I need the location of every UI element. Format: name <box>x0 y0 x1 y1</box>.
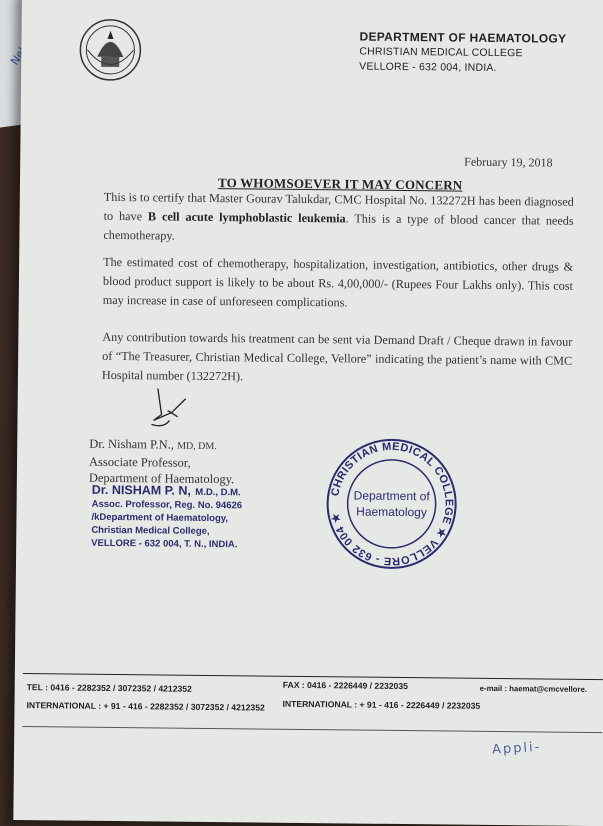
footer-divider <box>23 673 603 680</box>
college-name: CHRISTIAN MEDICAL COLLEGE <box>359 45 523 60</box>
diagnosis-text: B cell acute lymphoblastic leukemia <box>147 209 346 226</box>
stamp-degrees: M.D., D.M. <box>195 486 241 499</box>
paragraph-diagnosis <box>103 188 574 250</box>
department-name: DEPARTMENT OF HAEMATOLOGY <box>359 29 567 46</box>
signatory-designation: Associate Professor, <box>88 454 191 470</box>
letterhead <box>359 30 566 77</box>
paragraph-cost: The estimated cost of chemotherapy, hospitalization, investigation, antibiotics, other drugs & blood product support is likely to be about Rs. 4,00,000/- (Rupees Four Lakhs only). This cost may increase in case of unforeseen complications. <box>102 254 574 310</box>
rubber-stamp <box>91 483 242 552</box>
footer-telephone: TEL : 0416 - 2282352 / 3072352 / 4212352 <box>26 682 192 694</box>
college-address: VELLORE - 632 004, INDIA. <box>359 60 497 74</box>
handwritten-note: Appli- <box>491 739 542 758</box>
letter-date: February 19, 2018 <box>464 154 553 170</box>
footer-bottom-rule <box>22 726 602 733</box>
stamp-line: Christian Medical College, <box>91 524 210 537</box>
signatory-degrees: MD, DM. <box>177 440 217 453</box>
paragraph-text: . This is a type of blood cancer that needs chemotherapy. <box>103 211 574 243</box>
signatory-department: Department of Haematology. <box>88 470 235 487</box>
footer-international-fax: INTERNATIONAL : + 91 - 416 - 2226449 / 2232035 <box>282 698 481 711</box>
signatory-block <box>89 436 235 488</box>
paragraph-contribution: Any contribution towards his treatment can be sent via Demand Draft / Cheque drawn in favour of “The Treasurer, Christian Medical College, Vellore” indicating the patient’s name with CMC Hospital number (132272H). <box>101 329 573 384</box>
footer-fax: FAX : 0416 - 2226449 / 2232035 <box>282 679 408 692</box>
seal-ring-text: CHRISTIAN MEDICAL COLLEGE ★ VELLORE - 632 004 ★ <box>329 440 455 568</box>
stamp-line: Assoc. Professor, Reg. No. 94626 <box>91 498 243 512</box>
signatory-name: Dr. Nisham P.N., <box>89 436 175 452</box>
letter-title: TO WHOMSOEVER IT MAY CONCERN <box>217 175 463 193</box>
stamp-line: VELLORE - 632 004, T. N., INDIA. <box>91 537 238 551</box>
stamp-name: Dr. NISHAM P. N, <box>91 482 191 498</box>
department-seal <box>321 433 462 574</box>
letter-page <box>13 0 603 826</box>
seal-center-line2: Haematology <box>356 504 427 520</box>
seal-center-line1: Department of <box>353 488 430 504</box>
stamp-line: /kDepartment of Haematology, <box>91 511 229 525</box>
college-logo-icon <box>77 17 144 84</box>
paragraph-text: This is to certify that Master Gourav Talukdar, CMC Hospital No. 132272H has been diagnosed to have <box>103 189 574 224</box>
footer-international-phone: INTERNATIONAL : + 91 - 416 - 2282352 / 3072352 / 4212352 <box>26 700 265 713</box>
footer-email: e-mail : haemat@cmcvellore. <box>479 683 588 694</box>
